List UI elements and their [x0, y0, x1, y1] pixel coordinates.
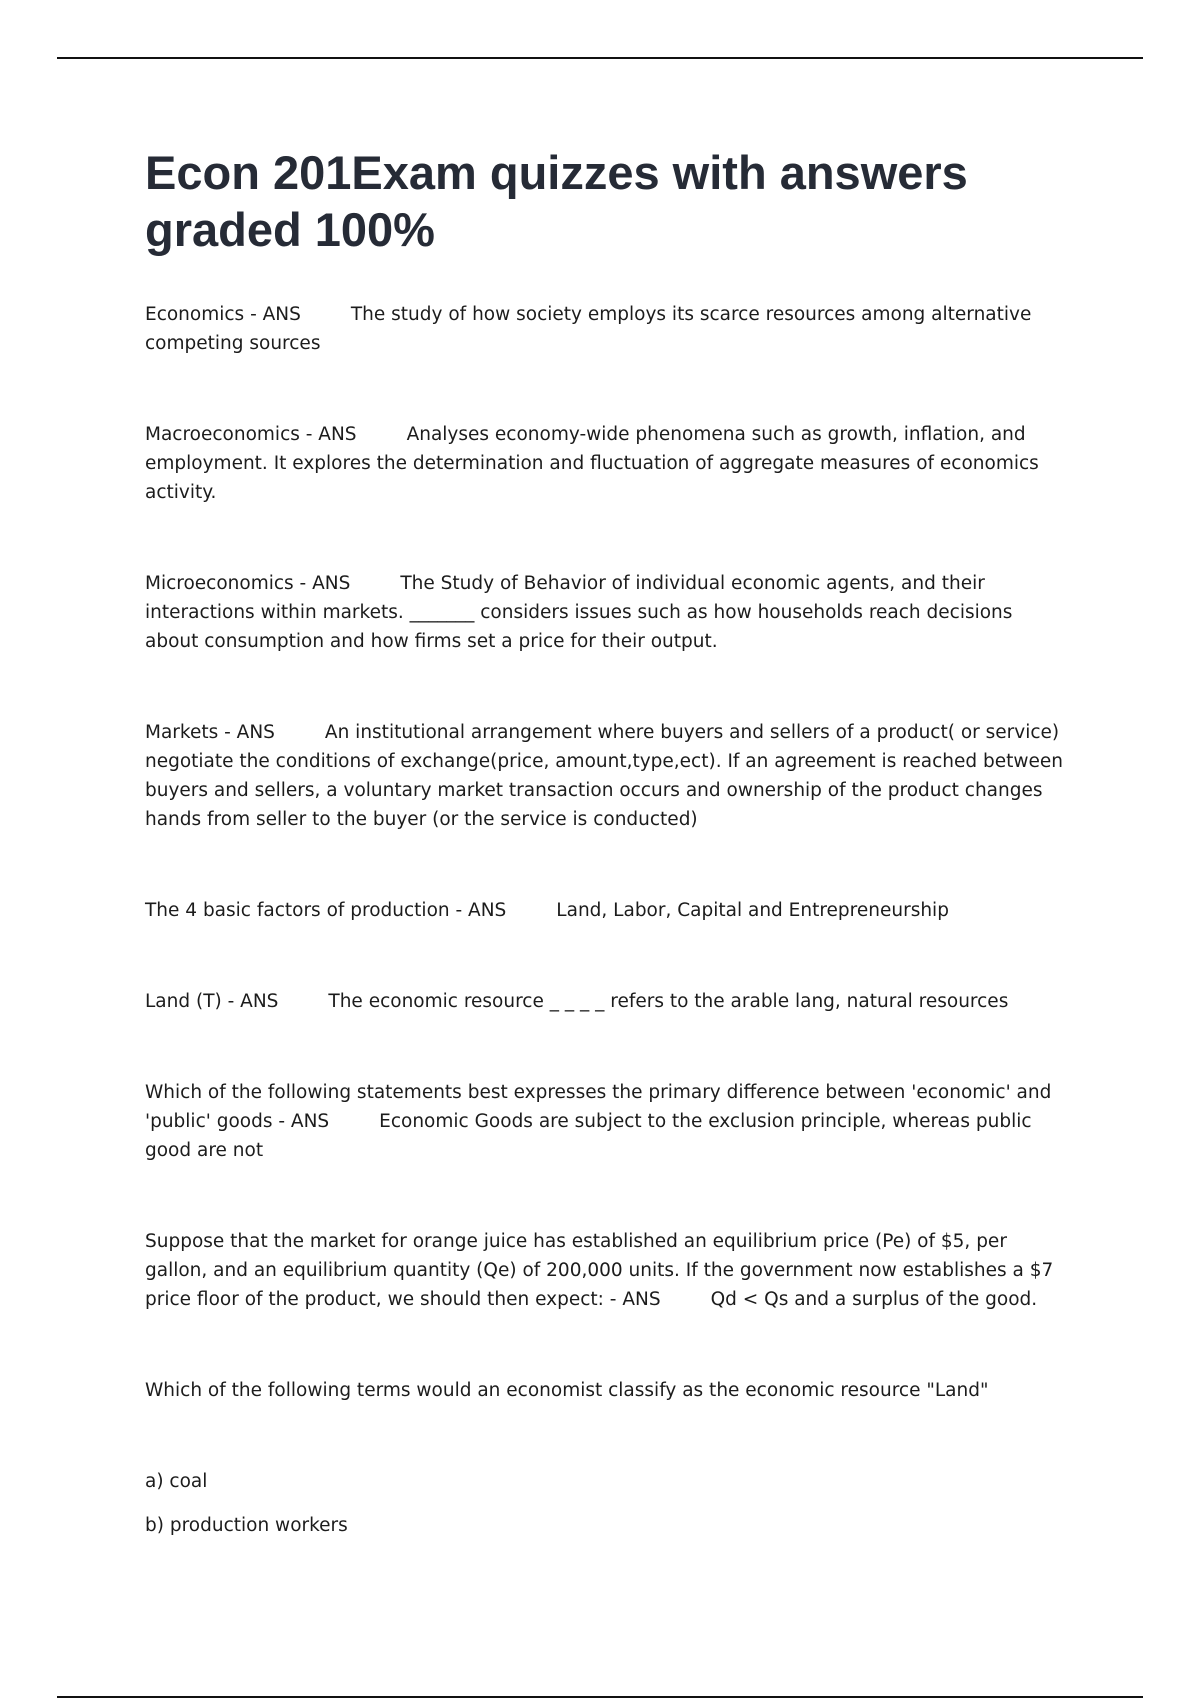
qa-answer: Analyses economy-wide phenomena such as growth, inflation, and employment. It explores the determination and fluctuation of aggregate measures of economics activity. — [145, 424, 1039, 503]
qa-entry-factors-of-production — [145, 896, 1065, 925]
qa-entry-macroeconomics — [145, 420, 1065, 507]
qa-term: The 4 basic factors of production - ANS — [145, 900, 507, 921]
qa-answer: An institutional arrangement where buyers and sellers of a product( or service) negotiate the conditions of exchange(price, amount,type,ect). If an agreement is reached between buyers and sellers, a voluntary market transaction occurs and ownership of the product changes hands from seller to the buyer (or the service is conducted) — [145, 722, 1064, 830]
qa-term: Land (T) - ANS — [145, 991, 279, 1012]
qa-entry-economic-vs-public-goods — [145, 1078, 1065, 1165]
qa-answer: The economic resource _ _ _ _ refers to the arable lang, natural resources — [328, 991, 1009, 1012]
question-text: Which of the following terms would an economist classify as the economic resource "Land" — [145, 1380, 989, 1401]
question-option-b: b) production workers — [145, 1515, 348, 1536]
qa-term: Markets - ANS — [145, 722, 275, 743]
qa-answer: Qd < Qs and a surplus of the good. — [710, 1289, 1038, 1310]
qa-answer: The Study of Behavior of individual economic agents, and their interactions within markets. _______ considers issues such as how households reach decisions about consumption and how firms set a price for their output. — [145, 573, 1013, 652]
qa-term: Suppose that the market for orange juice has established an equilibrium price (Pe) of $5, per gallon, and an equilibrium quantity (Qe) of 200,000 units. If the government now establishes a $7 price floor of the product, we should then expect: - ANS — [145, 1231, 1054, 1310]
qa-term: Macroeconomics - ANS — [145, 424, 357, 445]
qa-entry-price-floor — [145, 1227, 1065, 1314]
question-option-a: a) coal — [145, 1471, 208, 1492]
qa-term: Economics - ANS — [145, 304, 301, 325]
qa-entry-markets — [145, 718, 1065, 834]
qa-entry-microeconomics — [145, 569, 1065, 656]
qa-answer: Land, Labor, Capital and Entrepreneurship — [556, 900, 949, 921]
qa-term: Microeconomics - ANS — [145, 573, 351, 594]
document-body — [145, 300, 1065, 1555]
bottom-rule — [57, 1696, 1143, 1698]
qa-term: Which of the following statements best expresses the primary difference between 'economic' and 'public' goods - ANS — [145, 1082, 1052, 1132]
top-rule — [57, 57, 1143, 59]
qa-answer: The study of how society employs its scarce resources among alternative competing sources — [145, 304, 1032, 354]
qa-entry-land — [145, 987, 1065, 1016]
qa-entry-economics — [145, 300, 1065, 358]
document-title: Econ 201Exam quizzes with answers graded 100% — [145, 146, 968, 256]
qa-answer: Economic Goods are subject to the exclusion principle, whereas public good are not — [145, 1111, 1032, 1161]
